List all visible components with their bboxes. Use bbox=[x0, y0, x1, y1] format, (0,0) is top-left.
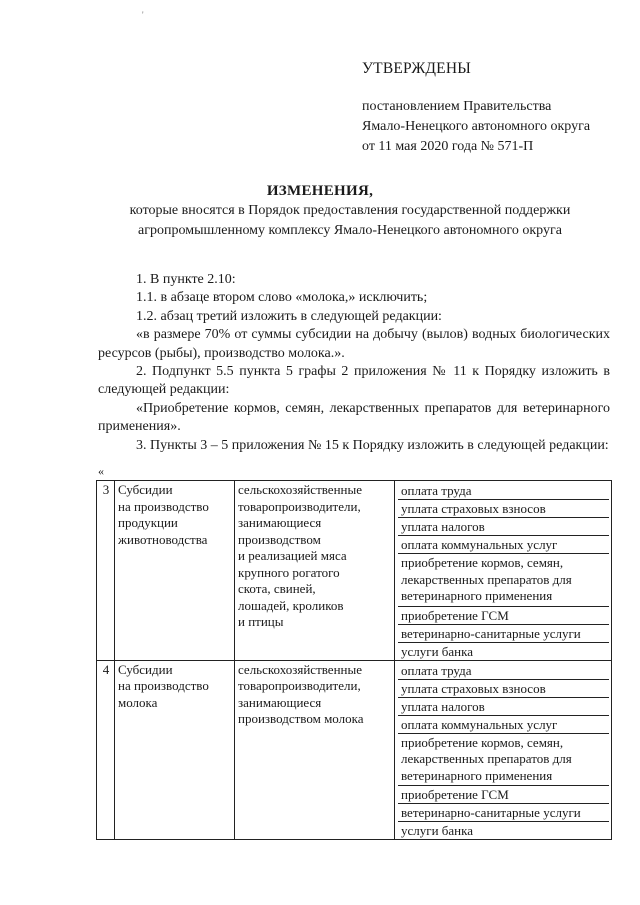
subtitle-line: агропромышленному комплексу Ямало-Ненецкого автономного округа bbox=[138, 223, 562, 238]
cell-line: сельскохозяйственные bbox=[238, 661, 362, 677]
paragraph-2-quote: «Приобретение кормов, семян, лекарственных препаратов для ветеринарного применения». bbox=[98, 400, 610, 435]
expense-item: уплата налогов bbox=[398, 698, 609, 716]
cell-line: крупного рогатого bbox=[238, 564, 340, 580]
cell-line: и птицы bbox=[238, 614, 284, 629]
cell-line: на производство bbox=[118, 498, 209, 514]
cell-line: производством bbox=[238, 531, 321, 547]
cell-line: и реализацией мяса bbox=[238, 548, 347, 563]
expense-item: услуги банка bbox=[401, 823, 474, 838]
expense-item: ветеринарно-санитарные услуги bbox=[398, 625, 609, 643]
paragraph-2: 2. Подпункт 5.5 пункта 5 графы 2 приложения № 11 к Порядку изложить в следующей редакции: bbox=[98, 364, 610, 398]
expense-item: оплата коммунальных услуг bbox=[398, 716, 609, 734]
cell-line: молока bbox=[118, 694, 158, 710]
recipient-cell bbox=[235, 660, 395, 840]
cell-line: сельскохозяйственные bbox=[238, 482, 362, 497]
cell-line: Субсидии bbox=[118, 482, 173, 497]
subtitle-line: которые вносятся в Порядок предоставления государственной поддержки bbox=[129, 203, 571, 218]
expense-item: услуги банка bbox=[401, 643, 474, 659]
row-number: 3 bbox=[97, 481, 115, 661]
paragraph-1-quote: «в размере 70% от суммы субсидии на добычу (вылов) водных биологических ресурсов (рыбы), производство молока.». bbox=[98, 327, 610, 361]
decree-line: Ямало-Ненецкого автономного округа bbox=[362, 119, 591, 134]
decree-line: от 11 мая 2020 года № 571-П bbox=[362, 139, 534, 154]
expense-item: оплата труда bbox=[398, 662, 609, 680]
expense-item: уплата страховых взносов bbox=[398, 680, 609, 698]
paragraph-3: 3. Пункты 3 – 5 приложения № 15 к Порядку изложить в следующей редакции: bbox=[136, 437, 609, 453]
expense-item: приобретение кормов, семян, лекарственных препаратов для ветеринарного применения bbox=[398, 554, 609, 607]
expense-items-cell bbox=[395, 660, 612, 840]
expense-item: уплата налогов bbox=[398, 518, 609, 536]
expense-item: приобретение кормов, семян, лекарственных препаратов для ветеринарного применения bbox=[398, 734, 609, 787]
subsidy-name-cell bbox=[115, 481, 235, 661]
decree-reference bbox=[362, 97, 590, 157]
cell-line: лошадей, кроликов bbox=[238, 597, 344, 613]
document-subtitle bbox=[90, 201, 610, 241]
expense-item: оплата труда bbox=[398, 482, 609, 500]
subsidy-name-cell bbox=[115, 660, 235, 840]
table-row bbox=[97, 481, 612, 661]
expense-item: ветеринарно-санитарные услуги bbox=[398, 804, 609, 822]
cell-line: животноводства bbox=[118, 531, 208, 547]
stray-mark: ' bbox=[142, 10, 144, 20]
expense-item: уплата страховых взносов bbox=[398, 500, 609, 518]
cell-line: производством молока bbox=[238, 711, 364, 726]
expense-item: оплата коммунальных услуг bbox=[398, 536, 609, 554]
expense-item: приобретение ГСМ bbox=[398, 607, 609, 625]
paragraph-1-2: 1.2. абзац третий изложить в следующей редакции: bbox=[136, 308, 442, 324]
cell-line: продукции bbox=[118, 515, 178, 530]
cell-line: занимающиеся bbox=[238, 694, 322, 710]
cell-line: скота, свиней, bbox=[238, 581, 316, 596]
cell-line: Субсидии bbox=[118, 661, 173, 677]
cell-line: товаропроизводители, bbox=[238, 498, 361, 514]
decree-line: постановлением Правительства bbox=[362, 99, 552, 114]
cell-line: на производство bbox=[118, 678, 209, 693]
document-title: ИЗМЕНЕНИЯ, bbox=[266, 183, 374, 199]
subsidy-table bbox=[96, 480, 612, 840]
row-number: 4 bbox=[97, 660, 115, 840]
expense-item: приобретение ГСМ bbox=[398, 786, 609, 804]
document-body bbox=[98, 271, 610, 455]
recipient-cell bbox=[235, 481, 395, 661]
cell-line: занимающиеся bbox=[238, 515, 322, 530]
quote-open-mark: « bbox=[98, 464, 104, 478]
paragraph-1-1: 1.1. в абзаце втором слово «молока,» исключить; bbox=[136, 290, 428, 306]
table-row bbox=[97, 660, 612, 840]
expense-items-cell bbox=[395, 481, 612, 661]
cell-line: товаропроизводители, bbox=[238, 678, 361, 693]
paragraph-1: 1. В пункте 2.10: bbox=[136, 272, 236, 287]
approved-heading: УТВЕРЖДЕНЫ bbox=[362, 60, 471, 77]
